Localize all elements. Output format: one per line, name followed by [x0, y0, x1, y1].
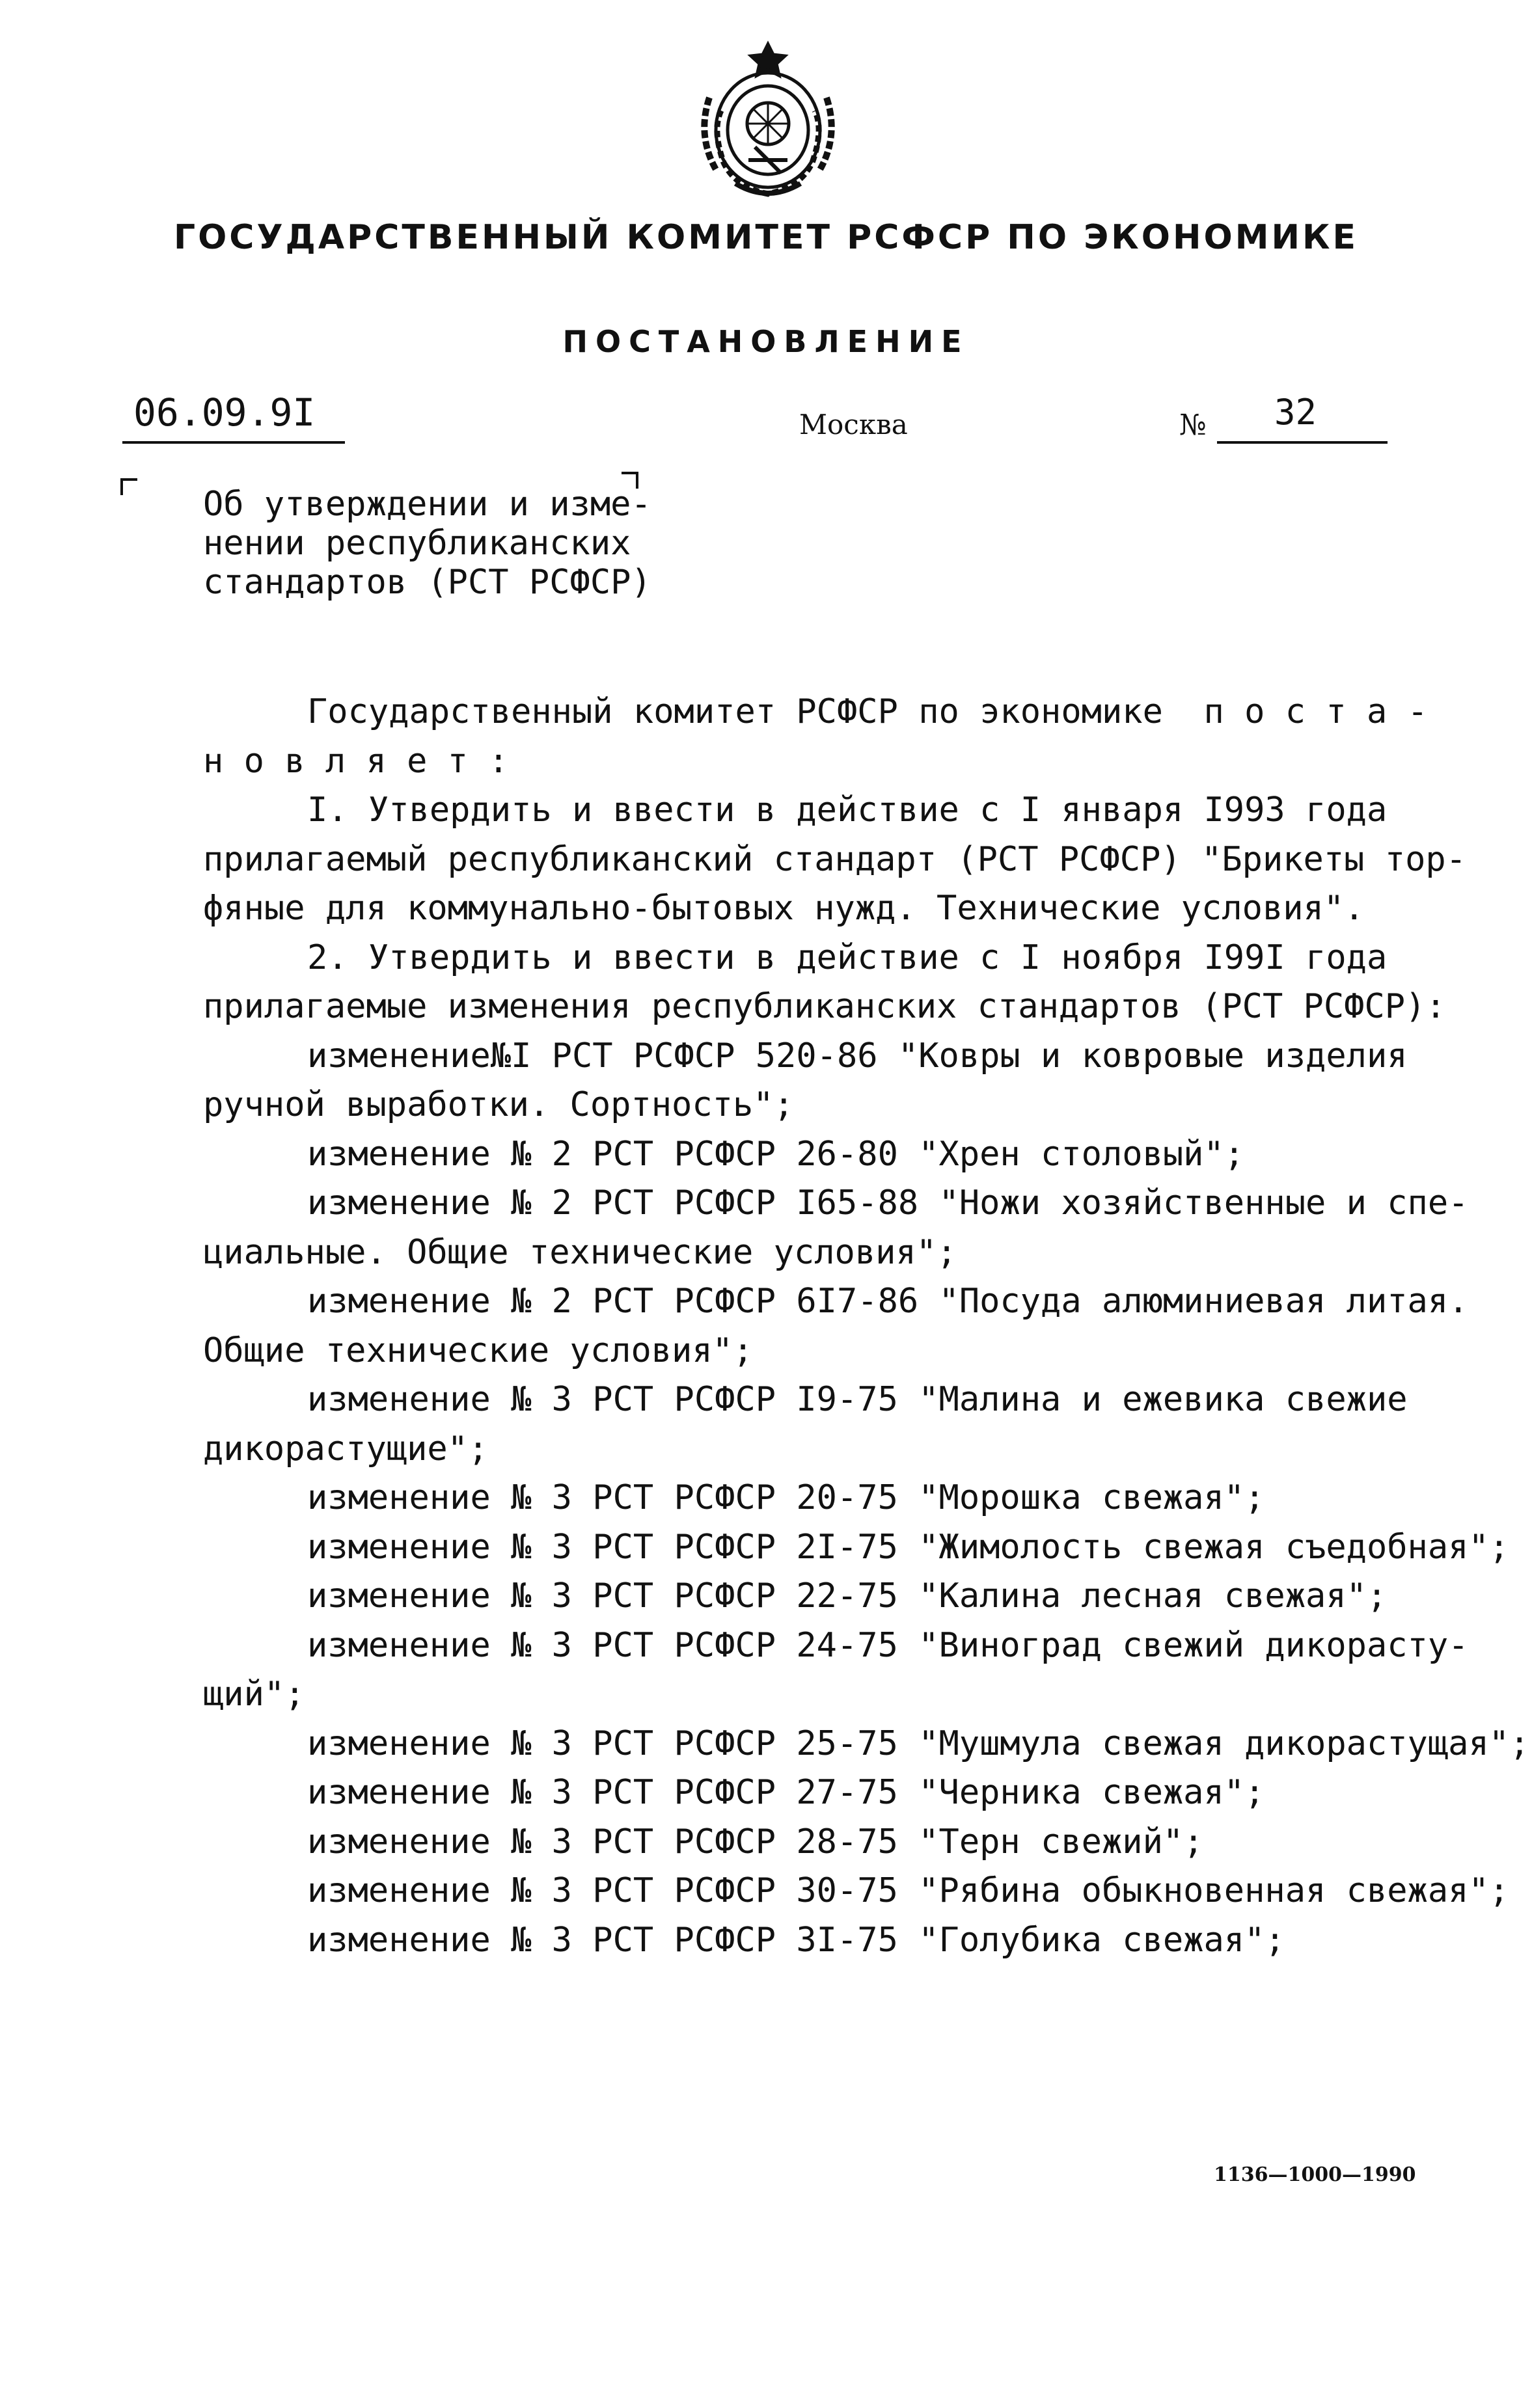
- body-line: Государственный комитет РСФСР по экономике п о с т а -: [307, 692, 1428, 731]
- body-line: прилагаемый республиканский стандарт (РСТ РСФСР) "Брикеты тор-: [203, 839, 1467, 879]
- document-number: 32: [1274, 392, 1317, 433]
- body-line: изменение № 3 РСТ РСФСР 25-75 "Мушмула свежая дикорастущая";: [307, 1724, 1530, 1763]
- committee-name: ГОСУДАРСТВЕННЫЙ КОМИТЕТ РСФСР ПО ЭКОНОМИКЕ: [173, 218, 1359, 257]
- body-line: изменение № 3 РСТ РСФСР 27-75 "Черника свежая";: [307, 1773, 1265, 1812]
- body-line: изменение № 3 РСТ РСФСР 2I-75 "Жимолость свежая съедобная";: [307, 1527, 1510, 1567]
- number-underline: [1217, 441, 1388, 444]
- print-code: 1136—1000—1990: [1214, 2163, 1416, 2186]
- body-line: дикорастущие";: [203, 1429, 489, 1468]
- number-sign: №: [1179, 409, 1207, 442]
- body-line: 2. Утвердить и ввести в действие с I ноября I99I года: [307, 938, 1388, 977]
- subject-bracket-left: [120, 478, 137, 495]
- body-line: изменение № 3 РСТ РСФСР 28-75 "Терн свежий";: [307, 1822, 1204, 1861]
- body-line: Общие технические условия";: [203, 1331, 754, 1370]
- body-line: изменение № 2 РСТ РСФСР I65-88 "Ножи хозяйственные и спе-: [307, 1184, 1469, 1223]
- body-line: изменение № 3 РСТ РСФСР 22-75 "Калина лесная свежая";: [307, 1576, 1388, 1616]
- subject-line: стандартов (РСТ РСФСР): [203, 563, 651, 602]
- body-line: изменение № 3 РСТ РСФСР 20-75 "Морошка свежая";: [307, 1478, 1265, 1517]
- document-subject: [203, 485, 672, 602]
- body-line: изменение № 3 РСТ РСФСР 30-75 "Рябина обыкновенная свежая";: [307, 1871, 1510, 1910]
- body-line: прилагаемые изменения республиканских стандартов (РСТ РСФСР):: [203, 987, 1446, 1026]
- document-body: [203, 688, 1531, 1965]
- body-line: щий";: [203, 1675, 305, 1714]
- body-line: н о в л я е т :: [203, 741, 509, 781]
- coat-of-arms-icon: [683, 33, 853, 208]
- document-date: 06.09.9I: [133, 390, 316, 435]
- subject-line: Об утверждении и изме-: [203, 485, 651, 524]
- body-line: I. Утвердить и ввести в действие с I января I993 года: [307, 791, 1388, 830]
- body-line: циальные. Общие технические условия";: [203, 1232, 957, 1272]
- body-line: изменение № 3 РСТ РСФСР I9-75 "Малина и ежевика свежие: [307, 1380, 1408, 1419]
- body-line: ручной выработки. Сортность";: [203, 1085, 794, 1124]
- body-line: изменение № 2 РСТ РСФСР 6I7-86 "Посуда алюминиевая литая.: [307, 1282, 1469, 1321]
- body-line: изменение № 3 РСТ РСФСР 3I-75 "Голубика свежая";: [307, 1920, 1285, 1960]
- subject-line: нении республиканских: [203, 524, 631, 563]
- body-line: фяные для коммунально-бытовых нужд. Технические условия".: [203, 889, 1365, 928]
- body-line: изменение № 3 РСТ РСФСР 24-75 "Виноград свежий дикорасту-: [307, 1625, 1469, 1665]
- body-line: изменение № 2 РСТ РСФСР 26-80 "Хрен столовый";: [307, 1134, 1245, 1174]
- document-type-title: ПОСТАНОВЛЕНИЕ: [562, 324, 970, 359]
- body-line: изменение№I РСТ РСФСР 520-86 "Ковры и ковровые изделия: [307, 1036, 1408, 1075]
- date-underline: [122, 441, 345, 444]
- document-city: Москва: [799, 409, 908, 440]
